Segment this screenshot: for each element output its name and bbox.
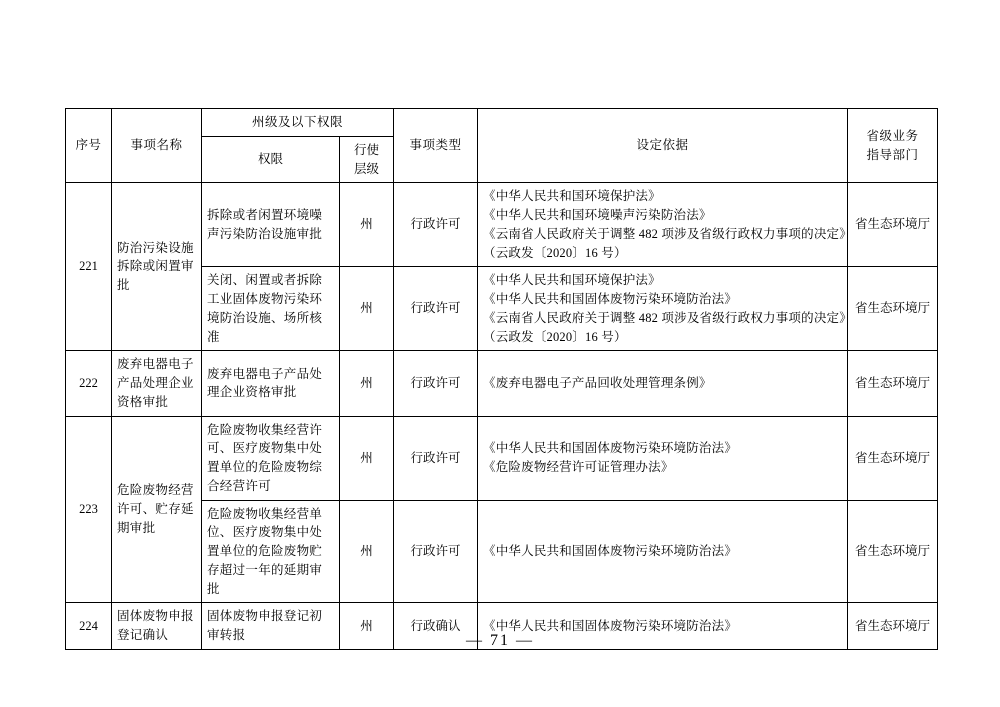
table-header <box>66 109 938 183</box>
cell-item-name: 固体废物申报登记确认 <box>112 603 202 650</box>
cell-authority: 拆除或者闲置环境噪声污染防治设施审批 <box>202 183 340 267</box>
cell-provincial-dept: 省生态环境厅 <box>848 351 938 416</box>
header-item-name: 事项名称 <box>112 109 202 183</box>
cell-item-type: 行政许可 <box>394 351 478 416</box>
cell-seq: 223 <box>66 416 112 603</box>
cell-item-name: 危险废物经营许可、贮存延期审批 <box>112 416 202 603</box>
cell-authority: 危险废物收集经营许可、医疗废物集中处置单位的危险废物综合经营许可 <box>202 416 340 500</box>
header-seq: 序号 <box>66 109 112 183</box>
header-prefecture-authority-group: 州级及以下权限 <box>202 109 394 137</box>
cell-exercise-level: 州 <box>340 500 394 603</box>
header-exercise-level <box>340 136 394 183</box>
basis-line: 《中华人民共和国固体废物污染环境防治法》 <box>483 618 738 633</box>
cell-exercise-level: 州 <box>340 603 394 650</box>
table-row <box>66 183 938 267</box>
basis-line: 《中华人民共和国固体废物污染环境防治法》 <box>483 441 738 456</box>
cell-item-type: 行政许可 <box>394 267 478 351</box>
header-exercise-level-line1: 行使 <box>354 142 380 157</box>
basis-line: 《中华人民共和国环境保护法》 <box>483 189 661 204</box>
cell-authority: 危险废物收集经营单位、医疗废物集中处置单位的危险废物贮存超过一年的延期审批 <box>202 500 340 603</box>
cell-item-name: 防治污染设施拆除或闲置审批 <box>112 183 202 351</box>
header-item-type: 事项类型 <box>394 109 478 183</box>
basis-line: 《中华人民共和国固体废物污染环境防治法》 <box>483 292 738 306</box>
cell-exercise-level: 州 <box>340 267 394 351</box>
cell-exercise-level: 州 <box>340 416 394 500</box>
cell-provincial-dept: 省生态环境厅 <box>848 183 938 267</box>
header-provincial-dept <box>848 109 938 183</box>
header-authority: 权限 <box>202 136 340 183</box>
header-exercise-level-line2: 层级 <box>354 161 380 176</box>
cell-item-type: 行政许可 <box>394 416 478 500</box>
table-body <box>66 183 938 650</box>
cell-basis <box>478 351 848 416</box>
basis-line: 《云南省人民政府关于调整 482 项涉及省级行政权力事项的决定》 <box>483 226 852 241</box>
cell-provincial-dept: 省生态环境厅 <box>848 267 938 351</box>
cell-basis <box>478 500 848 603</box>
header-provincial-dept-line1: 省级业务 <box>866 128 919 143</box>
basis-line: 《中华人民共和国固体废物污染环境防治法》 <box>483 544 738 558</box>
cell-provincial-dept: 省生态环境厅 <box>848 500 938 603</box>
cell-seq: 221 <box>66 183 112 351</box>
basis-line: 《云南省人民政府关于调整 482 项涉及省级行政权力事项的决定》 <box>483 310 852 325</box>
cell-authority: 关闭、闲置或者拆除工业固体废物污染环境防治设施、场所核准 <box>202 267 340 351</box>
basis-line: 《废弃电器电子产品回收处理管理条例》 <box>483 376 712 390</box>
cell-exercise-level: 州 <box>340 351 394 416</box>
table-row <box>66 351 938 416</box>
page-number: — 71 — <box>466 632 534 649</box>
basis-line: （云政发〔2020〕16 号） <box>483 329 627 344</box>
header-provincial-dept-line2: 指导部门 <box>866 147 919 162</box>
cell-authority: 废弃电器电子产品处理企业资格审批 <box>202 351 340 416</box>
cell-provincial-dept: 省生态环境厅 <box>848 416 938 500</box>
cell-provincial-dept: 省生态环境厅 <box>848 603 938 650</box>
header-basis: 设定依据 <box>478 109 848 183</box>
cell-item-type: 行政确认 <box>394 603 478 650</box>
cell-item-name: 废弃电器电子产品处理企业资格审批 <box>112 351 202 416</box>
cell-item-type: 行政许可 <box>394 183 478 267</box>
table-row <box>66 416 938 500</box>
cell-basis <box>478 183 852 267</box>
basis-line: 《危险废物经营许可证管理办法》 <box>483 460 674 474</box>
permissions-table-container <box>65 108 937 650</box>
cell-item-type: 行政许可 <box>394 500 478 603</box>
cell-seq: 224 <box>66 603 112 650</box>
table-header-row-1 <box>66 109 938 137</box>
cell-seq: 222 <box>66 351 112 416</box>
cell-basis <box>478 416 848 500</box>
basis-line: 《中华人民共和国环境噪声污染防治法》 <box>483 208 712 222</box>
permissions-table <box>65 108 938 650</box>
basis-line: 《中华人民共和国环境保护法》 <box>483 273 661 288</box>
basis-line: （云政发〔2020〕16 号） <box>483 245 627 260</box>
cell-basis <box>478 267 852 351</box>
cell-exercise-level: 州 <box>340 183 394 267</box>
cell-authority: 固体废物申报登记初审转报 <box>202 603 340 650</box>
